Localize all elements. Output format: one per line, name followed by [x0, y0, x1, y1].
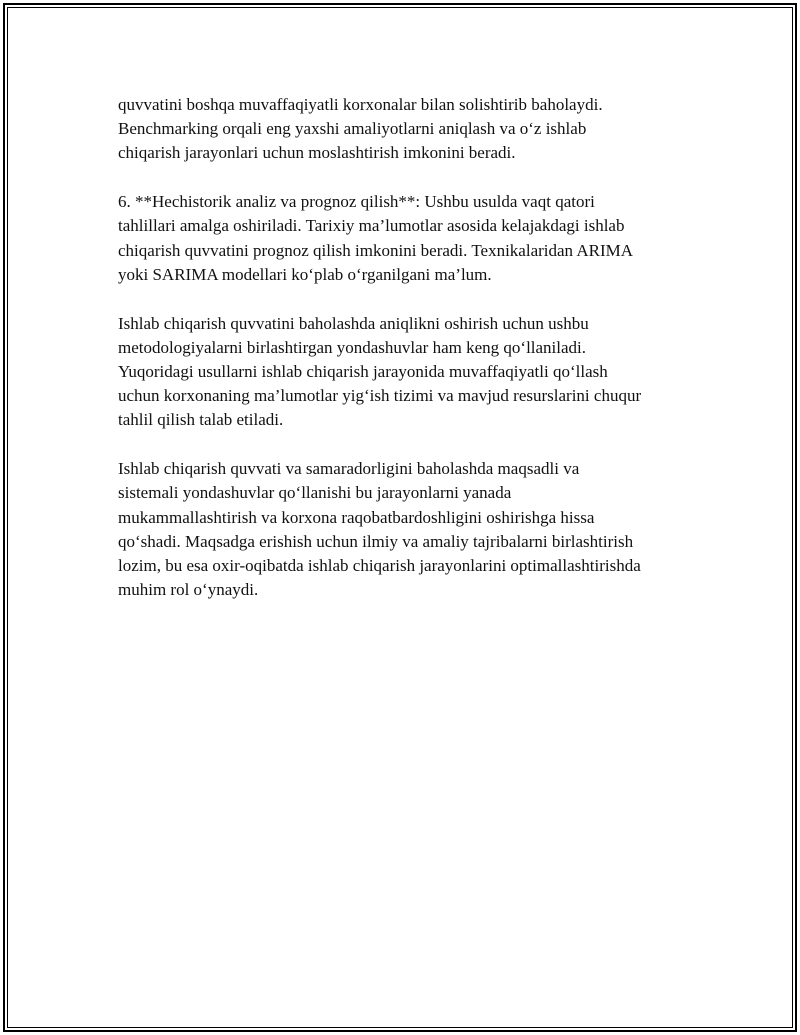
paragraph-historical-analysis: 6. **Hechistorik analiz va prognoz qilish**: Ushbu usulda vaqt qatori tahlillari amalga oshiriladi. Tarixiy ma’lumotlar asosida kelajakdagi ishlab chiqarish quvvatini prognoz qilish imkonini beradi. Texnikalaridan ARIMA yoki SARIMA modellari ko‘plab o‘rganilgani ma’lum. — [118, 192, 634, 284]
paragraph-conclusion: Ishlab chiqarish quvvati va samaradorligini baholashda maqsadli va sistemali yondashuvlar qo‘llanishi bu jarayonlarni yanada mukammallashtirish va korxona raqobatbardoshligini oshirishga hissa qo‘shadi. Maqsadga erishish uchun ilmiy va amaliy tajribalarni birlashtirish lozim, bu esa oxir-oqibatda ishlab chiqarish jarayonlarini optimallashtirishda muhim rol o‘ynaydi. — [118, 459, 641, 600]
paragraph-combined-approaches: Ishlab chiqarish quvvatini baholashda aniqlikni oshirish uchun ushbu metodologiyalarni birlashtirgan yondashuvlar ham keng qo‘llaniladi. Yuqoridagi usullarni ishlab chiqarish jarayonida muvaffaqiyatli qo‘llash uchun korxonaning ma’lumotlar yig‘ish tizimi va mavjud resurslarini chuqur tahlil qilish talab etiladi. — [118, 313, 642, 430]
document-body — [118, 93, 698, 627]
paragraph-benchmarking-continuation: quvvatini boshqa muvaffaqiyatli korxonalar bilan solishtirib baholaydi. Benchmarking orqali eng yaxshi amaliyotlarni aniqlash va o‘z ishlab chiqarish jarayonlari uchun moslashtirish imkonini beradi. — [118, 95, 603, 163]
